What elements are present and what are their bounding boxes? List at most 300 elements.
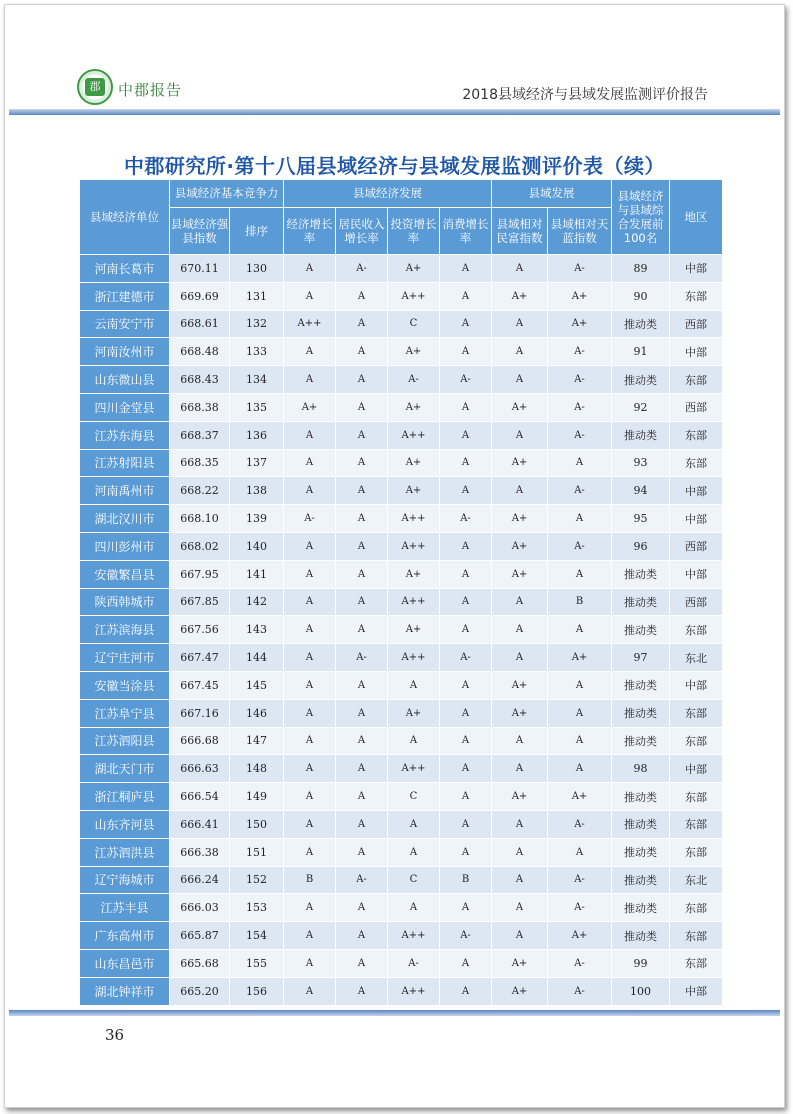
- cell-income-growth: A: [336, 922, 388, 950]
- cell-invest-growth: A: [388, 727, 440, 755]
- cell-strength-index: 665.20: [170, 977, 230, 1005]
- cell-invest-growth: A+: [388, 616, 440, 644]
- cell-wealth-index: A: [492, 755, 548, 783]
- cell-econ-growth: A: [284, 977, 336, 1005]
- cell-region: 西部: [670, 588, 723, 616]
- cell-unit-name: 四川金堂县: [80, 393, 170, 421]
- cell-top100: 91: [612, 338, 670, 366]
- cell-invest-growth: A+: [388, 255, 440, 283]
- cell-econ-growth: A: [284, 338, 336, 366]
- cell-invest-growth: A+: [388, 338, 440, 366]
- cell-rank: 138: [230, 477, 284, 505]
- header-consume-growth: 消费增长率: [440, 208, 492, 255]
- cell-invest-growth: A++: [388, 977, 440, 1005]
- table-row: [80, 282, 723, 310]
- cell-region: 东部: [670, 366, 723, 394]
- cell-income-growth: A: [336, 588, 388, 616]
- cell-unit-name: 湖北汉川市: [80, 505, 170, 533]
- cell-unit-name: 江苏射阳县: [80, 449, 170, 477]
- cell-bluesky-index: A: [548, 449, 612, 477]
- cell-unit-name: 河南禹州市: [80, 477, 170, 505]
- cell-strength-index: 668.02: [170, 532, 230, 560]
- cell-bluesky-index: A-: [548, 977, 612, 1005]
- cell-region: 东部: [670, 449, 723, 477]
- table-row: [80, 616, 723, 644]
- cell-econ-growth: A: [284, 644, 336, 672]
- evaluation-table: [79, 179, 723, 1006]
- header-invest-growth: 投资增长率: [388, 208, 440, 255]
- cell-unit-name: 江苏阜宁县: [80, 699, 170, 727]
- brand-name: 中郡报告: [118, 81, 183, 99]
- header-group-county-dev: 县域发展: [492, 180, 612, 208]
- header-bluesky-index: 县域相对天蓝指数: [548, 208, 612, 255]
- cell-bluesky-index: A-: [548, 421, 612, 449]
- cell-bluesky-index: A-: [548, 810, 612, 838]
- cell-top100: 推动类: [612, 810, 670, 838]
- cell-econ-growth: A: [284, 671, 336, 699]
- cell-rank: 130: [230, 255, 284, 283]
- cell-wealth-index: A: [492, 366, 548, 394]
- cell-consume-growth: A: [440, 783, 492, 811]
- cell-rank: 143: [230, 616, 284, 644]
- cell-unit-name: 湖北钟祥市: [80, 977, 170, 1005]
- cell-rank: 151: [230, 838, 284, 866]
- cell-wealth-index: A+: [492, 977, 548, 1005]
- cell-wealth-index: A+: [492, 949, 548, 977]
- cell-bluesky-index: A+: [548, 282, 612, 310]
- cell-consume-growth: A: [440, 532, 492, 560]
- cell-strength-index: 668.10: [170, 505, 230, 533]
- cell-econ-growth: A: [284, 699, 336, 727]
- cell-unit-name: 江苏东海县: [80, 421, 170, 449]
- cell-rank: 142: [230, 588, 284, 616]
- cell-econ-growth: B: [284, 866, 336, 894]
- cell-strength-index: 666.54: [170, 783, 230, 811]
- cell-rank: 134: [230, 366, 284, 394]
- cell-wealth-index: A: [492, 477, 548, 505]
- cell-strength-index: 666.68: [170, 727, 230, 755]
- cell-wealth-index: A: [492, 866, 548, 894]
- cell-rank: 139: [230, 505, 284, 533]
- cell-strength-index: 670.11: [170, 255, 230, 283]
- cell-wealth-index: A+: [492, 449, 548, 477]
- cell-region: 东部: [670, 421, 723, 449]
- cell-rank: 141: [230, 560, 284, 588]
- cell-strength-index: 668.43: [170, 366, 230, 394]
- cell-income-growth: A: [336, 727, 388, 755]
- cell-income-growth: A: [336, 505, 388, 533]
- cell-region: 中部: [670, 560, 723, 588]
- table-row: [80, 255, 723, 283]
- cell-top100: 推动类: [612, 366, 670, 394]
- cell-region: 中部: [670, 477, 723, 505]
- cell-invest-growth: A++: [388, 588, 440, 616]
- cell-region: 东部: [670, 699, 723, 727]
- cell-bluesky-index: A: [548, 727, 612, 755]
- cell-income-growth: A: [336, 393, 388, 421]
- cell-strength-index: 668.48: [170, 338, 230, 366]
- cell-invest-growth: A: [388, 838, 440, 866]
- cell-top100: 推动类: [612, 616, 670, 644]
- cell-income-growth: A: [336, 338, 388, 366]
- cell-consume-growth: A: [440, 810, 492, 838]
- cell-unit-name: 云南安宁市: [80, 310, 170, 338]
- cell-econ-growth: A-: [284, 505, 336, 533]
- cell-consume-growth: A-: [440, 644, 492, 672]
- cell-income-growth: A: [336, 949, 388, 977]
- cell-income-growth: A: [336, 449, 388, 477]
- cell-strength-index: 666.38: [170, 838, 230, 866]
- table-row: [80, 560, 723, 588]
- cell-income-growth: A: [336, 616, 388, 644]
- table-row: [80, 810, 723, 838]
- cell-income-growth: A: [336, 310, 388, 338]
- cell-rank: 154: [230, 922, 284, 950]
- cell-consume-growth: A: [440, 421, 492, 449]
- cell-unit-name: 河南汝州市: [80, 338, 170, 366]
- cell-strength-index: 667.47: [170, 644, 230, 672]
- table-row: [80, 644, 723, 672]
- cell-unit-name: 陕西韩城市: [80, 588, 170, 616]
- header-group-econ-dev: 县域经济发展: [284, 180, 492, 208]
- cell-top100: 92: [612, 393, 670, 421]
- cell-consume-growth: A-: [440, 922, 492, 950]
- cell-strength-index: 665.68: [170, 949, 230, 977]
- cell-econ-growth: A: [284, 282, 336, 310]
- cell-top100: 推动类: [612, 560, 670, 588]
- cell-consume-growth: A: [440, 255, 492, 283]
- cell-top100: 推动类: [612, 838, 670, 866]
- header-unit: 县域经济单位: [80, 180, 170, 255]
- cell-econ-growth: A: [284, 894, 336, 922]
- cell-unit-name: 山东昌邑市: [80, 949, 170, 977]
- cell-strength-index: 668.35: [170, 449, 230, 477]
- cell-strength-index: 667.56: [170, 616, 230, 644]
- cell-strength-index: 668.38: [170, 393, 230, 421]
- cell-invest-growth: A++: [388, 922, 440, 950]
- cell-bluesky-index: A: [548, 616, 612, 644]
- cell-top100: 90: [612, 282, 670, 310]
- cell-top100: 100: [612, 977, 670, 1005]
- table-row: [80, 783, 723, 811]
- cell-consume-growth: A: [440, 894, 492, 922]
- cell-region: 西部: [670, 393, 723, 421]
- cell-unit-name: 广东高州市: [80, 922, 170, 950]
- cell-wealth-index: A: [492, 616, 548, 644]
- cell-top100: 推动类: [612, 699, 670, 727]
- cell-econ-growth: A: [284, 366, 336, 394]
- cell-invest-growth: A+: [388, 477, 440, 505]
- cell-consume-growth: A: [440, 949, 492, 977]
- cell-wealth-index: A+: [492, 282, 548, 310]
- table-row: [80, 727, 723, 755]
- header-wealth-index: 县域相对民富指数: [492, 208, 548, 255]
- cell-region: 中部: [670, 977, 723, 1005]
- cell-bluesky-index: A-: [548, 393, 612, 421]
- cell-wealth-index: A+: [492, 560, 548, 588]
- cell-rank: 136: [230, 421, 284, 449]
- cell-unit-name: 四川彭州市: [80, 532, 170, 560]
- cell-region: 中部: [670, 755, 723, 783]
- cell-invest-growth: A+: [388, 393, 440, 421]
- cell-income-growth: A: [336, 671, 388, 699]
- cell-wealth-index: A+: [492, 671, 548, 699]
- cell-invest-growth: A+: [388, 699, 440, 727]
- header-divider: [9, 109, 780, 115]
- cell-rank: 144: [230, 644, 284, 672]
- cell-rank: 155: [230, 949, 284, 977]
- cell-top100: 推动类: [612, 310, 670, 338]
- cell-region: 东部: [670, 949, 723, 977]
- table-row: [80, 477, 723, 505]
- cell-bluesky-index: A: [548, 671, 612, 699]
- header-strength-index: 县域经济强县指数: [170, 208, 230, 255]
- cell-wealth-index: A: [492, 588, 548, 616]
- cell-econ-growth: A: [284, 477, 336, 505]
- cell-consume-growth: A: [440, 449, 492, 477]
- cell-rank: 131: [230, 282, 284, 310]
- table-row: [80, 699, 723, 727]
- cell-econ-growth: A: [284, 560, 336, 588]
- cell-income-growth: A-: [336, 255, 388, 283]
- cell-region: 中部: [670, 338, 723, 366]
- cell-consume-growth: A: [440, 338, 492, 366]
- cell-strength-index: 666.24: [170, 866, 230, 894]
- cell-income-growth: A: [336, 532, 388, 560]
- cell-invest-growth: A-: [388, 366, 440, 394]
- table-row: [80, 532, 723, 560]
- cell-econ-growth: A: [284, 588, 336, 616]
- cell-wealth-index: A: [492, 255, 548, 283]
- cell-income-growth: A: [336, 560, 388, 588]
- cell-region: 中部: [670, 505, 723, 533]
- cell-consume-growth: A: [440, 671, 492, 699]
- cell-consume-growth: A: [440, 977, 492, 1005]
- cell-wealth-index: A: [492, 810, 548, 838]
- cell-econ-growth: A: [284, 449, 336, 477]
- table-row: [80, 393, 723, 421]
- cell-rank: 132: [230, 310, 284, 338]
- cell-income-growth: A: [336, 421, 388, 449]
- cell-consume-growth: A: [440, 616, 492, 644]
- cell-top100: 推动类: [612, 866, 670, 894]
- cell-unit-name: 浙江建德市: [80, 282, 170, 310]
- cell-unit-name: 江苏泗阳县: [80, 727, 170, 755]
- cell-income-growth: A: [336, 894, 388, 922]
- cell-invest-growth: A++: [388, 421, 440, 449]
- cell-wealth-index: A: [492, 894, 548, 922]
- cell-bluesky-index: A+: [548, 310, 612, 338]
- cell-top100: 推动类: [612, 783, 670, 811]
- cell-econ-growth: A++: [284, 310, 336, 338]
- cell-econ-growth: A: [284, 532, 336, 560]
- cell-consume-growth: B: [440, 866, 492, 894]
- cell-wealth-index: A: [492, 338, 548, 366]
- cell-strength-index: 667.45: [170, 671, 230, 699]
- cell-region: 西部: [670, 310, 723, 338]
- cell-wealth-index: A: [492, 838, 548, 866]
- cell-top100: 推动类: [612, 922, 670, 950]
- document-page: [4, 4, 785, 1108]
- table-row: [80, 366, 723, 394]
- cell-region: 东部: [670, 894, 723, 922]
- cell-bluesky-index: A: [548, 755, 612, 783]
- cell-bluesky-index: A-: [548, 949, 612, 977]
- cell-region: 中部: [670, 671, 723, 699]
- table-row: [80, 505, 723, 533]
- table-row: [80, 755, 723, 783]
- table-row: [80, 894, 723, 922]
- cell-bluesky-index: B: [548, 588, 612, 616]
- table-row: [80, 421, 723, 449]
- cell-invest-growth: A++: [388, 505, 440, 533]
- cell-bluesky-index: A-: [548, 894, 612, 922]
- cell-bluesky-index: A: [548, 838, 612, 866]
- cell-income-growth: A: [336, 477, 388, 505]
- cell-top100: 推动类: [612, 671, 670, 699]
- table-title: 中郡研究所·第十八届县域经济与县域发展监测评价表（续）: [123, 154, 666, 178]
- cell-region: 东部: [670, 838, 723, 866]
- cell-top100: 97: [612, 644, 670, 672]
- cell-income-growth: A-: [336, 866, 388, 894]
- table-row: [80, 977, 723, 1005]
- table-header: [80, 180, 723, 255]
- cell-invest-growth: A: [388, 894, 440, 922]
- table-row: [80, 922, 723, 950]
- cell-invest-growth: C: [388, 783, 440, 811]
- cell-strength-index: 668.37: [170, 421, 230, 449]
- table-row: [80, 671, 723, 699]
- header-top100: 县域经济与县域综合发展前100名: [612, 180, 670, 255]
- cell-bluesky-index: A-: [548, 477, 612, 505]
- cell-consume-growth: A: [440, 477, 492, 505]
- table-row: [80, 838, 723, 866]
- cell-consume-growth: A: [440, 755, 492, 783]
- cell-region: 东部: [670, 616, 723, 644]
- cell-income-growth: A: [336, 699, 388, 727]
- cell-unit-name: 辽宁庄河市: [80, 644, 170, 672]
- cell-consume-growth: A: [440, 282, 492, 310]
- cell-unit-name: 浙江桐庐县: [80, 783, 170, 811]
- cell-top100: 93: [612, 449, 670, 477]
- cell-wealth-index: A+: [492, 532, 548, 560]
- cell-invest-growth: A-: [388, 949, 440, 977]
- cell-rank: 147: [230, 727, 284, 755]
- cell-invest-growth: C: [388, 866, 440, 894]
- cell-consume-growth: A: [440, 727, 492, 755]
- cell-bluesky-index: A: [548, 560, 612, 588]
- cell-region: 东部: [670, 922, 723, 950]
- cell-income-growth: A: [336, 810, 388, 838]
- cell-bluesky-index: A+: [548, 783, 612, 811]
- cell-strength-index: 667.16: [170, 699, 230, 727]
- cell-rank: 152: [230, 866, 284, 894]
- header-region: 地区: [670, 180, 723, 255]
- cell-region: 西部: [670, 532, 723, 560]
- cell-unit-name: 江苏丰县: [80, 894, 170, 922]
- cell-income-growth: A: [336, 783, 388, 811]
- cell-bluesky-index: A+: [548, 922, 612, 950]
- cell-rank: 145: [230, 671, 284, 699]
- cell-wealth-index: A+: [492, 505, 548, 533]
- table-row: [80, 949, 723, 977]
- cell-econ-growth: A: [284, 810, 336, 838]
- cell-top100: 98: [612, 755, 670, 783]
- cell-invest-growth: A: [388, 810, 440, 838]
- cell-strength-index: 666.63: [170, 755, 230, 783]
- cell-rank: 137: [230, 449, 284, 477]
- cell-strength-index: 669.69: [170, 282, 230, 310]
- cell-bluesky-index: A: [548, 699, 612, 727]
- cell-wealth-index: A: [492, 727, 548, 755]
- cell-top100: 推动类: [612, 421, 670, 449]
- cell-invest-growth: A+: [388, 449, 440, 477]
- cell-strength-index: 667.85: [170, 588, 230, 616]
- table-row: [80, 338, 723, 366]
- table-body: [80, 255, 723, 1006]
- cell-strength-index: 665.87: [170, 922, 230, 950]
- cell-region: 东部: [670, 727, 723, 755]
- zhongjun-logo-icon: [77, 69, 113, 105]
- cell-top100: 94: [612, 477, 670, 505]
- cell-rank: 150: [230, 810, 284, 838]
- cell-top100: 89: [612, 255, 670, 283]
- table-row: [80, 866, 723, 894]
- cell-wealth-index: A: [492, 922, 548, 950]
- cell-wealth-index: A: [492, 644, 548, 672]
- cell-region: 东部: [670, 783, 723, 811]
- cell-consume-growth: A-: [440, 505, 492, 533]
- report-title: 2018县域经济与县域发展监测评价报告: [462, 87, 708, 103]
- page-number: 36: [105, 1026, 125, 1044]
- cell-bluesky-index: A+: [548, 644, 612, 672]
- cell-top100: 推动类: [612, 727, 670, 755]
- cell-bluesky-index: A-: [548, 255, 612, 283]
- cell-bluesky-index: A-: [548, 338, 612, 366]
- cell-wealth-index: A: [492, 421, 548, 449]
- cell-invest-growth: A++: [388, 282, 440, 310]
- cell-rank: 156: [230, 977, 284, 1005]
- table-row: [80, 310, 723, 338]
- cell-rank: 153: [230, 894, 284, 922]
- cell-consume-growth: A: [440, 310, 492, 338]
- cell-econ-growth: A+: [284, 393, 336, 421]
- cell-econ-growth: A: [284, 922, 336, 950]
- cell-rank: 133: [230, 338, 284, 366]
- cell-econ-growth: A: [284, 616, 336, 644]
- table-row: [80, 449, 723, 477]
- cell-rank: 135: [230, 393, 284, 421]
- cell-consume-growth: A: [440, 699, 492, 727]
- cell-strength-index: 668.61: [170, 310, 230, 338]
- footer-divider: [9, 1010, 780, 1016]
- table-row: [80, 588, 723, 616]
- cell-rank: 149: [230, 783, 284, 811]
- header-group-competitiveness: 县域经济基本竞争力: [170, 180, 284, 208]
- cell-strength-index: 667.95: [170, 560, 230, 588]
- cell-bluesky-index: A-: [548, 532, 612, 560]
- cell-wealth-index: A+: [492, 783, 548, 811]
- cell-top100: 99: [612, 949, 670, 977]
- cell-region: 东部: [670, 282, 723, 310]
- cell-strength-index: 668.22: [170, 477, 230, 505]
- cell-unit-name: 安徽繁昌县: [80, 560, 170, 588]
- cell-unit-name: 河南长葛市: [80, 255, 170, 283]
- cell-unit-name: 湖北天门市: [80, 755, 170, 783]
- cell-econ-growth: A: [284, 421, 336, 449]
- header-econ-growth: 经济增长率: [284, 208, 336, 255]
- cell-econ-growth: A: [284, 727, 336, 755]
